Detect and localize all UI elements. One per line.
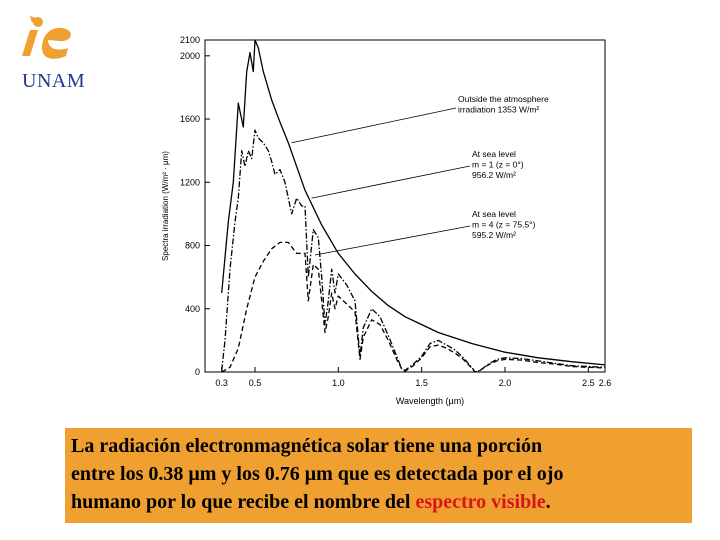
x-tick-label: 1.0 <box>332 378 345 388</box>
series-line-3 <box>222 242 605 372</box>
solar-irradiation-chart <box>150 30 630 415</box>
caption-line-1: La radiación electronmagnética solar tiene una porción <box>71 435 543 457</box>
caption-line-2: entre los 0.38 μm y los 0.76 μm que es detectada por el ojo <box>71 463 564 485</box>
series-label-leader-2 <box>312 166 470 198</box>
chart-svg <box>150 30 630 415</box>
x-tick-label: 1.5 <box>415 378 428 388</box>
x-tick-label: 0.5 <box>248 378 262 388</box>
series-label-leader-1 <box>292 108 456 143</box>
series-label-3-line-2: m = 4 (z = 75.5°) <box>472 219 536 230</box>
series-label-leader-3 <box>315 226 470 255</box>
series-line-2 <box>222 130 605 372</box>
series-label-1-line-2: irradiation 1353 W/m² <box>458 104 540 115</box>
series-layer <box>222 40 605 372</box>
caption-line-3 <box>71 488 686 516</box>
unam-logo-text: UNAM <box>22 70 86 92</box>
y-tick-label: 2100 <box>179 35 200 45</box>
y-tick-label: 800 <box>184 240 200 251</box>
plot-border <box>205 40 605 372</box>
y-tick-label: 1200 <box>179 177 200 188</box>
series-label-2-line-1: At sea level <box>472 149 516 159</box>
y-tick-label: 0 <box>194 367 200 377</box>
series-label-3-line-3: 595.2 W/m² <box>472 230 516 240</box>
labels-layer <box>292 94 549 255</box>
unam-logo <box>8 8 98 94</box>
series-label-3-line-1: At sea level <box>472 209 516 219</box>
caption-line-3-end: . <box>545 491 551 513</box>
x-tick-label: 2.6 <box>598 378 612 388</box>
x-tick-label: 2.0 <box>498 378 512 388</box>
series-line-1 <box>222 40 605 365</box>
series-label-2-line-2: m = 1 (z = 0°) <box>472 159 524 170</box>
caption-line-3-text: humano por lo que recibe el nombre del <box>71 491 416 513</box>
plot-frame <box>205 40 605 372</box>
caption-box <box>65 428 692 523</box>
y-tick-label: 2000 <box>179 50 200 61</box>
series-label-1-line-1: Outside the atmosphere <box>458 94 549 104</box>
x-axis-label: Wavelength (μm) <box>395 396 465 406</box>
y-axis-label: Spectra irradiation (W/m² · μm) <box>161 151 170 261</box>
unam-emblem-icon <box>8 8 98 70</box>
y-tick-label: 400 <box>184 303 200 314</box>
caption-highlight-visible-spectrum: espectro visible <box>415 491 546 513</box>
series-label-2-line-3: 956.2 W/m² <box>472 170 516 180</box>
y-tick-label: 1600 <box>179 114 200 125</box>
x-tick-label: 0.3 <box>215 378 228 388</box>
x-tick-label: 2.5 <box>582 378 595 388</box>
